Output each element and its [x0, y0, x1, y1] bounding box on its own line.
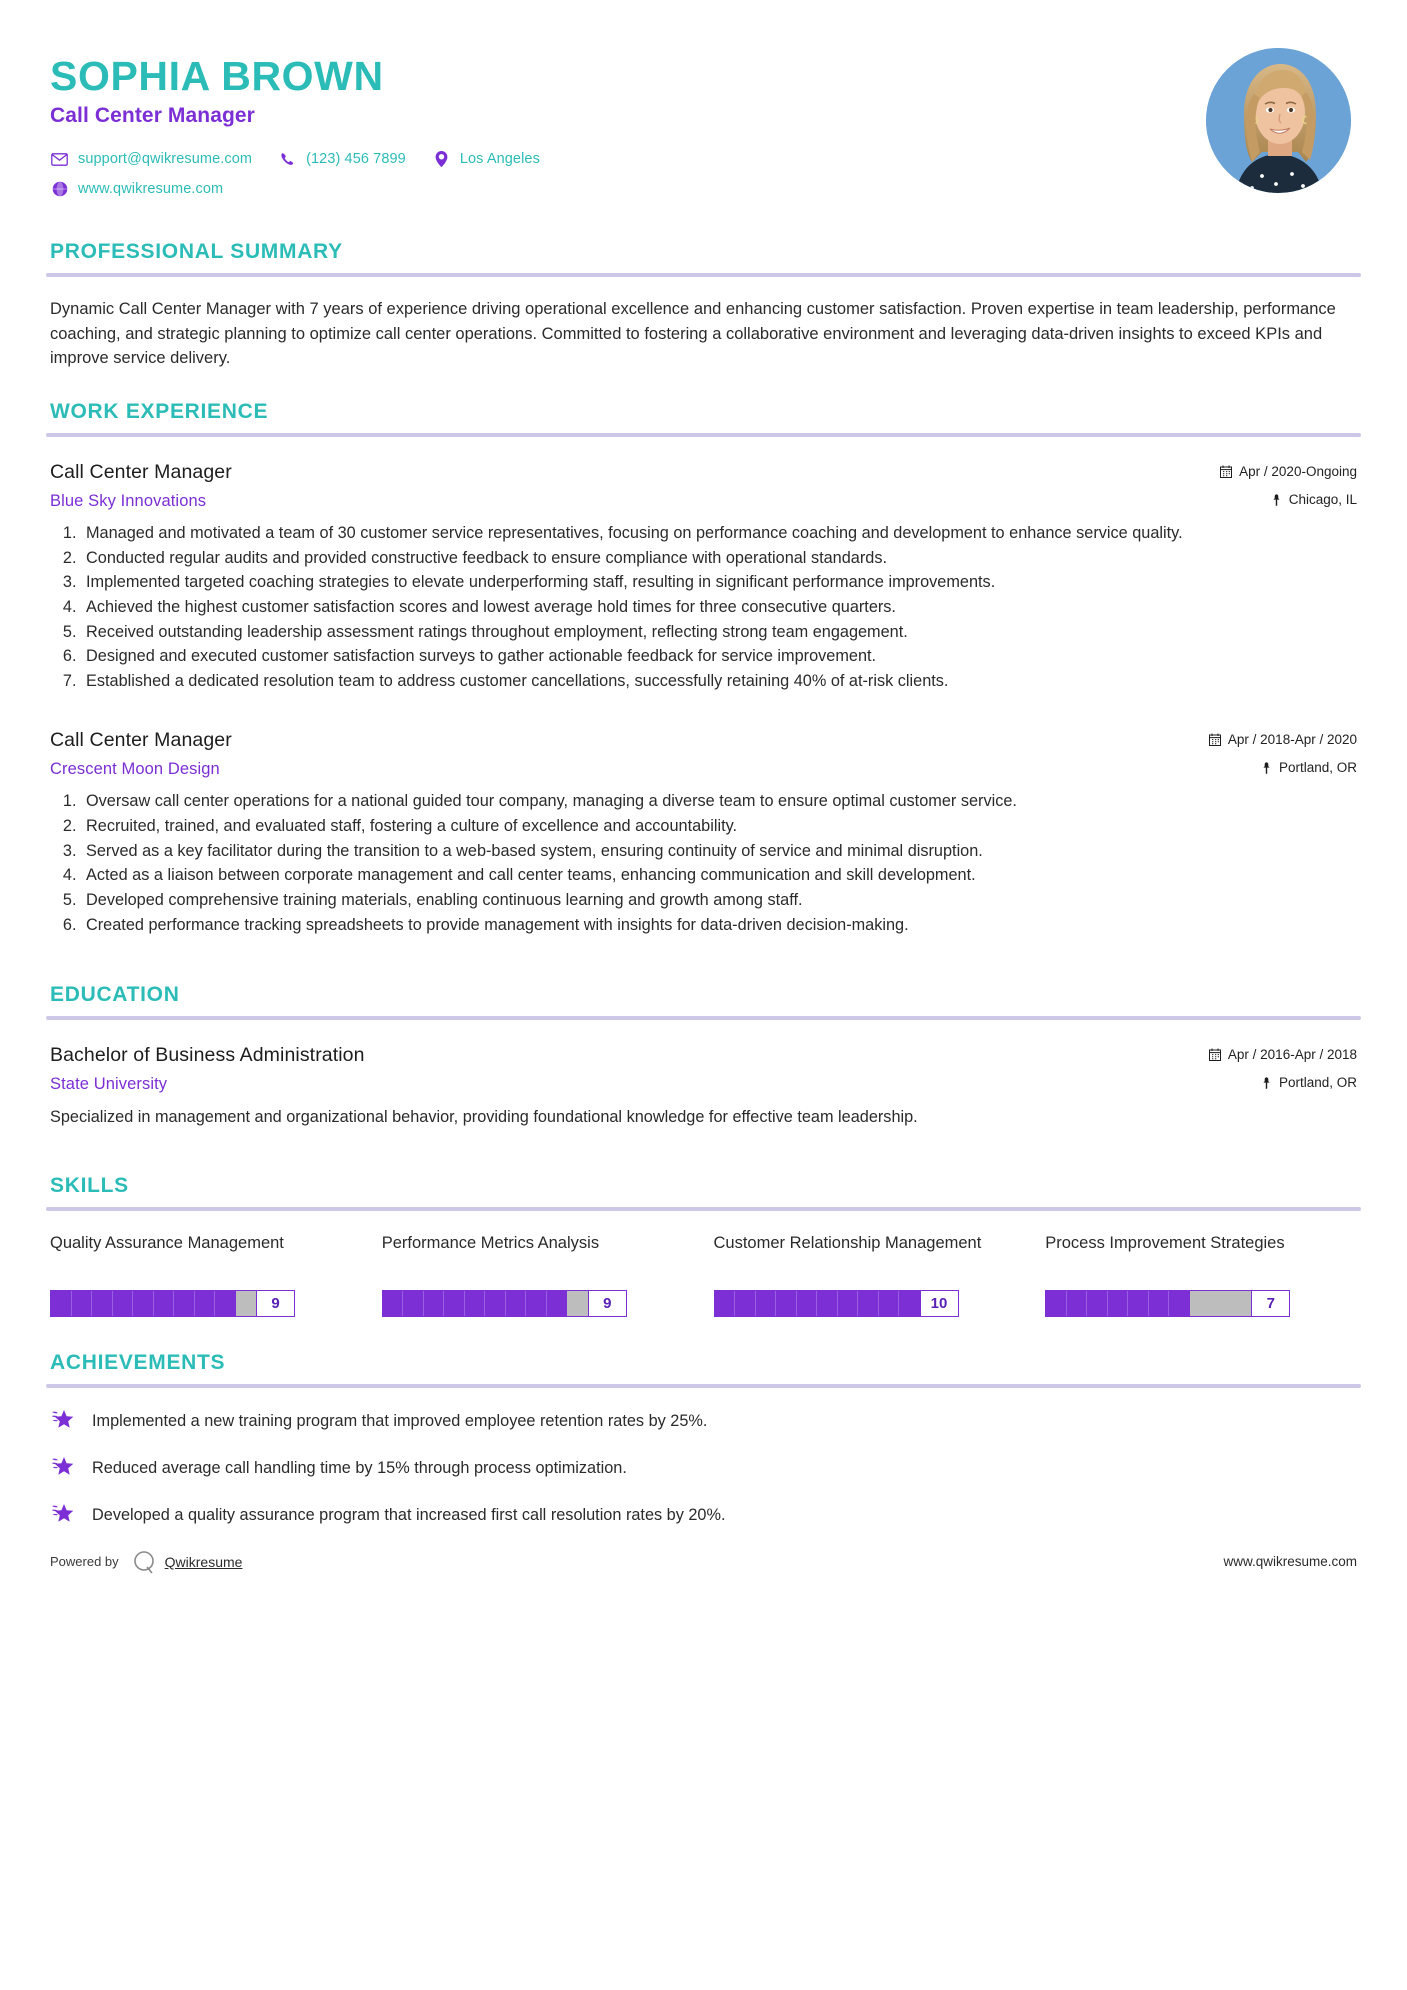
experience-entry: [46, 461, 1361, 693]
contact-phone-text: (123) 456 7899: [306, 151, 406, 168]
contact-row-primary: [50, 150, 1206, 168]
experience-location: [1271, 492, 1357, 507]
contact-row-secondary: [50, 180, 1206, 198]
achievement-text: Reduced average call handling time by 15% through process optimization.: [92, 1458, 627, 1477]
experience-organization: Crescent Moon Design: [50, 760, 220, 779]
skill-segment: [715, 1291, 736, 1316]
skill-score: 7: [1252, 1290, 1290, 1317]
contact-website-text: www.qwikresume.com: [78, 181, 224, 198]
skill-segment: [506, 1291, 527, 1316]
experience-entry-sub: [50, 492, 1357, 511]
skill-segment: [72, 1291, 93, 1316]
education-organization: State University: [50, 1075, 168, 1094]
skill-segment: [1087, 1291, 1108, 1316]
skill-segment: [424, 1291, 445, 1316]
experience-entry-head: [50, 729, 1357, 752]
education-location: [1261, 1075, 1357, 1090]
star-badge-icon: [50, 1500, 80, 1528]
experience-date-text: Apr / 2020-Ongoing: [1239, 464, 1357, 480]
contact-location-text: Los Angeles: [459, 151, 540, 168]
education-entry-head: [50, 1044, 1357, 1067]
section-divider: [46, 433, 1361, 437]
education-date-text: Apr / 2016-Apr / 2018: [1227, 1047, 1357, 1063]
skill-track: [1045, 1290, 1252, 1317]
experience-date-text: Apr / 2018-Apr / 2020: [1227, 732, 1357, 748]
skill-segment: [858, 1291, 879, 1316]
avatar: [1206, 48, 1351, 193]
skill-segment: [92, 1291, 113, 1316]
list-item: 3. Served as a key facilitator during the transition to a web-based system, ensuring continuity of service and minimal disruption.: [81, 840, 1357, 864]
skill-segment: [1149, 1291, 1170, 1316]
section-achievements: [46, 1351, 1361, 1528]
skill-rating-bar: [1045, 1290, 1290, 1317]
list-item: 5. Received outstanding leadership assessment ratings throughout employment, reflecting strong team engagement.: [81, 621, 1357, 645]
qwikresume-link[interactable]: Qwikresume: [164, 1553, 243, 1570]
summary-text: Dynamic Call Center Manager with 7 years of experience driving operational excellence and enhancing customer satisfaction. Proven expertise in team leadership, performance coaching, and strategic planning to optimize call center operations. Committed to fostering a collaborative environment and leveraging data-driven insights to exceed KPIs and improve service delivery.: [50, 300, 1336, 367]
experience-bullets: [50, 522, 1357, 693]
skill-segment: [1169, 1291, 1190, 1316]
experience-role: Call Center Manager: [50, 729, 232, 752]
experience-location-text: Portland, OR: [1278, 760, 1357, 776]
footer-website: www.qwikresume.com: [1223, 1554, 1357, 1570]
contact-website[interactable]: [50, 180, 223, 198]
section-professional-summary: [46, 240, 1361, 370]
skill-segment: [776, 1291, 797, 1316]
skill-segment: [817, 1291, 838, 1316]
skill-segment: [838, 1291, 859, 1316]
experience-date: [1220, 464, 1357, 479]
list-item: 2. Conducted regular audits and provided constructive feedback to ensure compliance with operational standards.: [81, 547, 1357, 571]
candidate-job-title: Call Center Manager: [50, 104, 255, 128]
header-left: [50, 46, 1206, 210]
section-skills: [46, 1174, 1361, 1317]
experience-date: [1209, 732, 1357, 747]
map-pin-icon: [1261, 761, 1272, 774]
list-item: 4. Acted as a liaison between corporate management and call center teams, enhancing communication and skill development.: [81, 864, 1357, 888]
contact-email[interactable]: [50, 150, 252, 168]
skill-segment: [485, 1291, 506, 1316]
experience-location-text: Chicago, IL: [1288, 492, 1357, 508]
skill-segment: [215, 1291, 236, 1316]
skill-label: Performance Metrics Analysis: [381, 1233, 600, 1252]
skill-label: Customer Relationship Management: [713, 1233, 982, 1252]
skill-score: 9: [589, 1290, 627, 1317]
skill-segment: [1046, 1291, 1067, 1316]
skill-label: Process Improvement Strategies: [1045, 1233, 1285, 1252]
experience-entry: [46, 729, 1361, 937]
list-item: 2. Recruited, trained, and evaluated staff, fostering a culture of excellence and accountability.: [81, 815, 1357, 839]
skill-segment: [383, 1291, 404, 1316]
skill-segment: [51, 1291, 72, 1316]
skill-item: [382, 1233, 694, 1317]
section-work-experience: [46, 400, 1361, 937]
profile-photo: [1206, 48, 1351, 193]
star-badge-icon: [50, 1406, 80, 1434]
skill-segment: [195, 1291, 216, 1316]
skill-track: [714, 1290, 921, 1317]
list-item: 6. Created performance tracking spreadsheets to provide management with insights for data-driven decision-making.: [81, 914, 1357, 938]
list-item: 1. Oversaw call center operations for a national guided tour company, managing a diverse team to ensure optimal customer service.: [81, 790, 1357, 814]
skill-segment: [756, 1291, 777, 1316]
phone-icon: [278, 150, 297, 168]
page-footer: [46, 1549, 1361, 1597]
resume-header: [46, 46, 1361, 210]
map-pin-icon: [1271, 493, 1282, 506]
skill-segment: [403, 1291, 424, 1316]
experience-role: Call Center Manager: [50, 461, 232, 484]
list-item: 4. Achieved the highest customer satisfaction scores and lowest average hold times for three consecutive quarters.: [81, 596, 1357, 620]
skill-track: [382, 1290, 589, 1317]
experience-location: [1261, 760, 1357, 775]
list-item: [50, 1455, 1357, 1481]
achievements-list: [46, 1408, 1361, 1528]
skill-rating-bar: [50, 1290, 295, 1317]
skill-rating-bar: [382, 1290, 627, 1317]
skill-item: [50, 1233, 362, 1317]
contact-info: [50, 150, 1206, 198]
achievement-text: Developed a quality assurance program that increased first call resolution rates by 20%.: [92, 1505, 726, 1524]
skill-track: [50, 1290, 257, 1317]
skill-segment: [154, 1291, 175, 1316]
skill-segment: [526, 1291, 547, 1316]
contact-location: [432, 150, 540, 168]
candidate-name: SOPHIA BROWN: [50, 53, 384, 99]
section-title-experience: WORK EXPERIENCE: [50, 400, 269, 424]
education-description: Specialized in management and organizational behavior, providing foundational knowledge for effective team leadership.: [50, 1108, 918, 1127]
education-date: [1209, 1047, 1357, 1062]
map-pin-icon: [1261, 1076, 1272, 1089]
section-divider: [46, 1384, 1361, 1388]
experience-entry-head: [50, 461, 1357, 484]
achievement-text: Implemented a new training program that improved employee retention rates by 25%.: [92, 1411, 708, 1430]
calendar-icon: [1220, 465, 1232, 478]
experience-organization: Blue Sky Innovations: [50, 492, 207, 511]
section-title-achievements: ACHIEVEMENTS: [50, 1350, 226, 1374]
section-divider: [46, 1016, 1361, 1020]
section-education: [46, 983, 1361, 1130]
star-badge-icon: [50, 1453, 80, 1481]
skill-segment: [547, 1291, 568, 1316]
education-entry: [46, 1044, 1361, 1130]
skill-item: [1045, 1233, 1357, 1317]
skill-segment: [735, 1291, 756, 1316]
education-location-text: Portland, OR: [1278, 1075, 1357, 1091]
section-divider: [46, 273, 1361, 277]
globe-icon: [50, 180, 69, 198]
location-pin-icon: [432, 150, 451, 168]
education-degree: Bachelor of Business Administration: [50, 1044, 365, 1067]
skill-segment: [1128, 1291, 1149, 1316]
skill-segment: [133, 1291, 154, 1316]
contact-email-text: support@qwikresume.com: [78, 151, 253, 168]
experience-bullets: [50, 790, 1357, 937]
footer-branding: [50, 1549, 242, 1575]
skill-segment: [1108, 1291, 1129, 1316]
skill-segment: [174, 1291, 195, 1316]
skill-label: Quality Assurance Management: [50, 1233, 284, 1252]
list-item: [50, 1408, 1357, 1434]
skill-segment: [113, 1291, 134, 1316]
skill-segment: [444, 1291, 465, 1316]
education-entry-sub: [50, 1075, 1357, 1094]
skills-grid: [46, 1233, 1361, 1317]
qwikresume-logo-icon: [131, 1549, 157, 1575]
list-item: 6. Designed and executed customer satisfaction surveys to gather actionable feedback for service improvement.: [81, 645, 1357, 669]
email-icon: [50, 150, 69, 168]
skill-segment: [879, 1291, 900, 1316]
section-title-summary: PROFESSIONAL SUMMARY: [50, 240, 343, 264]
section-title-skills: SKILLS: [50, 1173, 129, 1197]
list-item: 5. Developed comprehensive training materials, enabling continuous learning and growth among staff.: [81, 889, 1357, 913]
skill-segment: [465, 1291, 486, 1316]
section-title-education: EDUCATION: [50, 983, 180, 1007]
calendar-icon: [1209, 733, 1221, 746]
skill-item: [714, 1233, 1026, 1317]
skill-score: 9: [257, 1290, 295, 1317]
list-item: 3. Implemented targeted coaching strategies to elevate underperforming staff, resulting in significant performance improvements.: [81, 571, 1357, 595]
experience-entry-sub: [50, 760, 1357, 779]
skill-segment: [899, 1291, 920, 1316]
section-divider: [46, 1207, 1361, 1211]
calendar-icon: [1209, 1048, 1221, 1061]
contact-phone[interactable]: [278, 150, 406, 168]
skill-segment: [797, 1291, 818, 1316]
skill-score: 10: [921, 1290, 959, 1317]
powered-by-label: Powered by: [50, 1554, 119, 1570]
list-item: 1. Managed and motivated a team of 30 customer service representatives, focusing on performance coaching and development to enhance service quality.: [81, 522, 1357, 546]
list-item: 7. Established a dedicated resolution team to address customer cancellations, successfully retaining 40% of at-risk clients.: [81, 670, 1357, 694]
skill-segment: [1067, 1291, 1088, 1316]
list-item: [50, 1502, 1357, 1528]
skill-rating-bar: [714, 1290, 959, 1317]
